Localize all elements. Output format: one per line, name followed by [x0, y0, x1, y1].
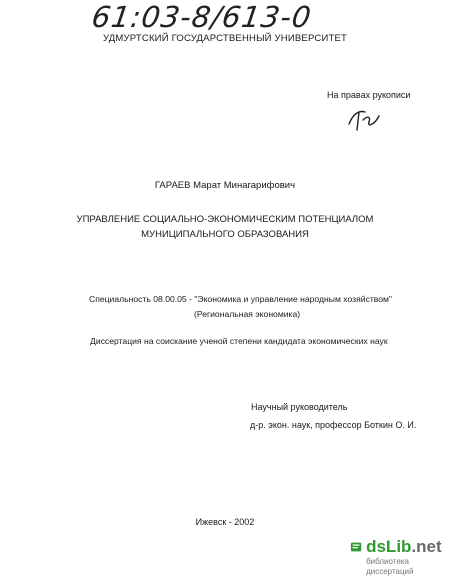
university-name: УДМУРТСКИЙ ГОСУДАРСТВЕННЫЙ УНИВЕРСИТЕТ: [102, 33, 348, 44]
dslib-watermark[interactable]: [350, 537, 446, 575]
manuscript-rights-label: На правах рукописи: [327, 90, 411, 100]
book-icon: [350, 540, 362, 554]
handwritten-code: 61:03-8/613-0: [89, 0, 314, 34]
thesis-title-line-2: МУНИЦИПАЛЬНОГО ОБРАЗОВАНИЯ: [141, 229, 309, 240]
watermark-brand-domain: .net: [411, 537, 442, 556]
watermark-brand-main: dsLib: [366, 537, 412, 556]
specialty-line-2: (Региональная экономика): [194, 309, 301, 319]
place-and-year: Ижевск - 2002: [195, 517, 255, 527]
signature-mark: [345, 106, 385, 134]
watermark-subtitle: библиотека диссертаций: [366, 557, 414, 576]
supervisor-label: Научный руководитель: [251, 402, 348, 412]
watermark-brand: [366, 537, 446, 557]
supervisor-name: д-р. экон. наук, профессор Боткин О. И.: [250, 420, 417, 430]
specialty-line-1: Специальность 08.00.05 - "Экономика и управление народным хозяйством": [89, 294, 392, 304]
dissertation-statement: Диссертация на соискание ученой степени кандидата экономических наук: [90, 336, 388, 346]
author-name: ГАРАЕВ Марат Минагарифович: [154, 180, 296, 191]
thesis-title-line-1: УПРАВЛЕНИЕ СОЦИАЛЬНО-ЭКОНОМИЧЕСКИМ ПОТЕНЦИАЛОМ: [76, 214, 374, 225]
watermark-text: [366, 537, 446, 577]
